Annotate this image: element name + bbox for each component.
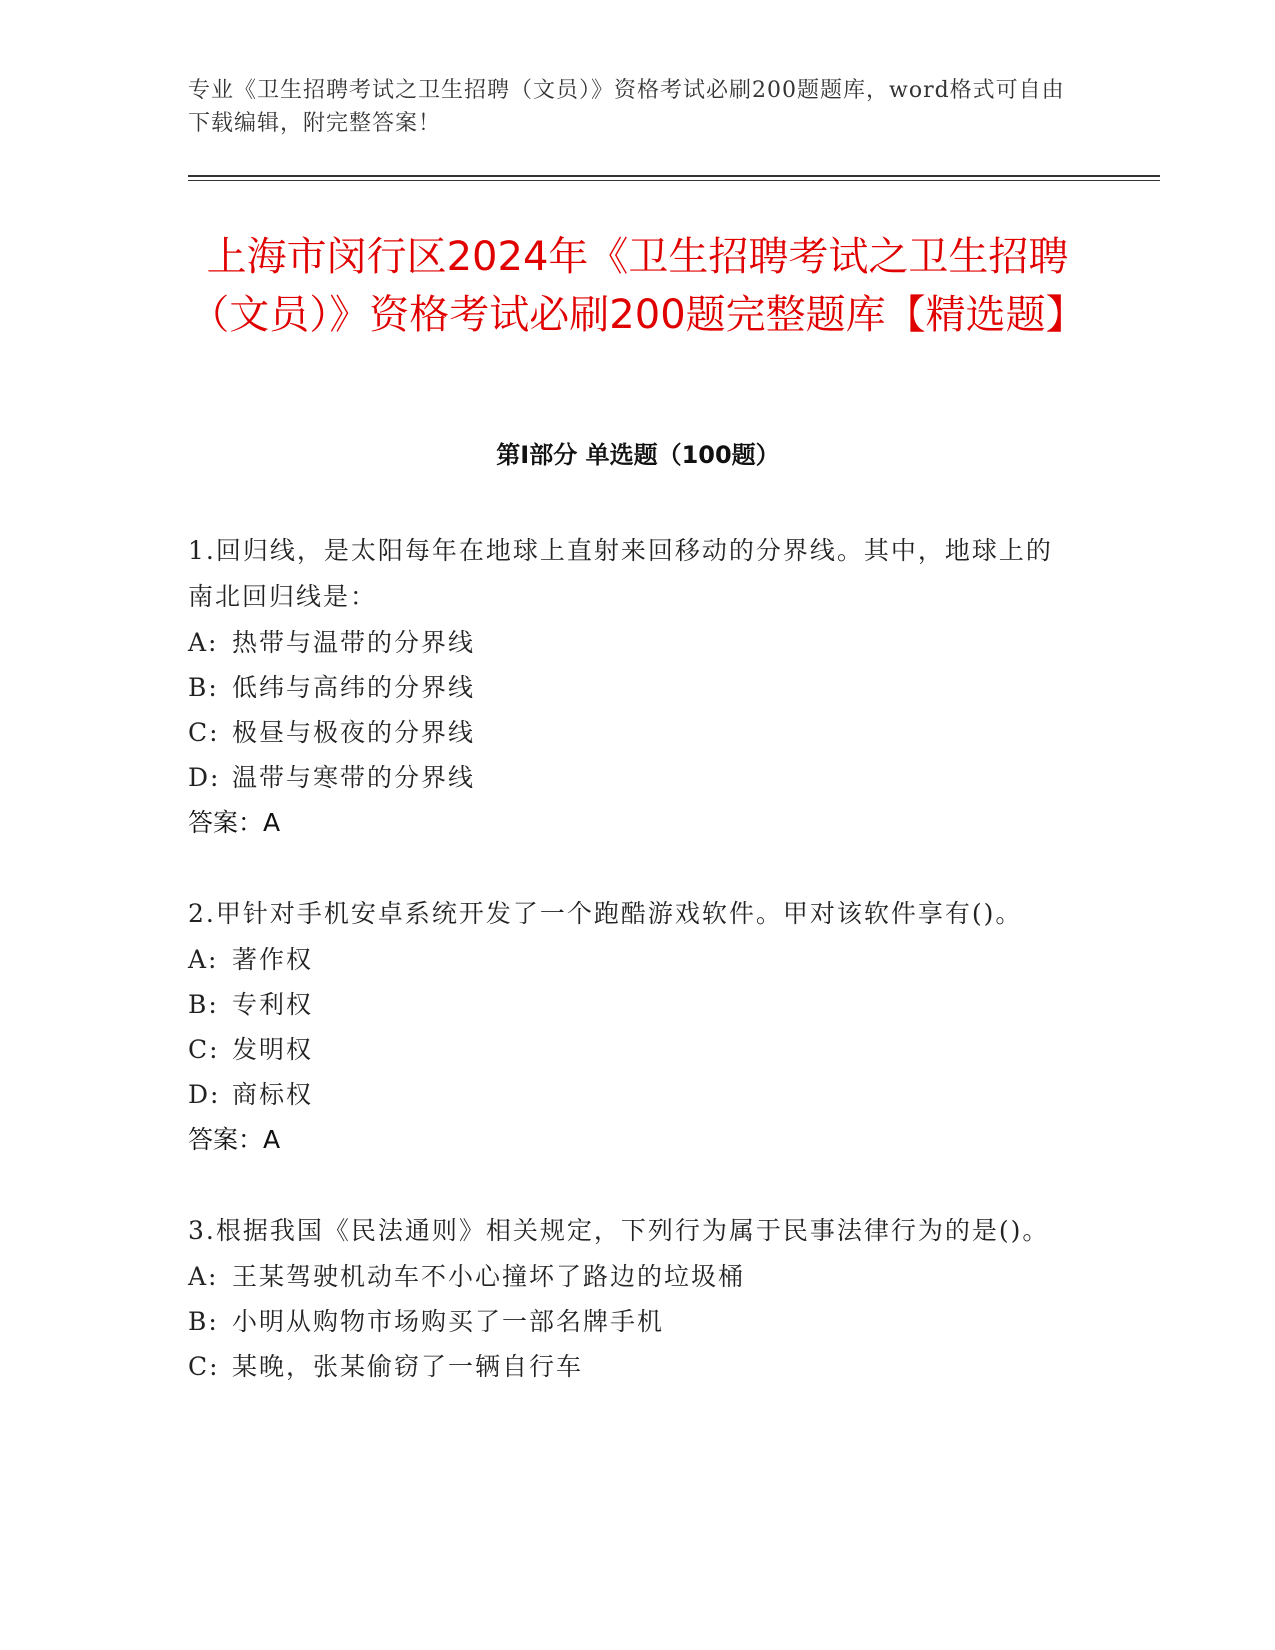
option-text: 某晚，张某偷窃了一辆自行车: [232, 1352, 584, 1381]
option-text: 低纬与高纬的分界线: [232, 673, 476, 702]
option-b: [188, 1299, 1068, 1344]
option-text: 专利权: [232, 990, 314, 1019]
option-text: 王某驾驶机动车不小心撞坏了路边的垃圾桶: [232, 1262, 746, 1291]
section-title: 第I部分 单选题（100题）: [496, 441, 780, 469]
option-key: D:: [188, 763, 221, 792]
option-b: [188, 982, 1068, 1027]
option-text: 极昼与极夜的分界线: [232, 718, 476, 747]
option-d: [188, 1072, 1068, 1117]
option-key: A:: [188, 628, 219, 657]
option-c: [188, 710, 1068, 755]
option-c: [188, 1027, 1068, 1072]
question-3: [188, 1208, 1068, 1389]
answer: 答案：A: [188, 808, 281, 837]
option-c: [188, 1344, 1068, 1389]
option-text: 发明权: [232, 1035, 314, 1064]
option-a: [188, 937, 1068, 982]
header-note: 专业《卫生招聘考试之卫生招聘（文员）》资格考试必刷200题题库，word格式可自由下载编辑，附完整答案！: [188, 78, 1065, 136]
question-2: [188, 891, 1068, 1163]
document-title: 上海市闵行区2024年《卫生招聘考试之卫生招聘（文员）》资格考试必刷200题完整题库【精选题】: [189, 234, 1086, 338]
option-key: A:: [188, 1262, 219, 1291]
question-stem: 3.根据我国《民法通则》相关规定，下列行为属于民事法律行为的是()。: [188, 1216, 1050, 1245]
header-divider-thick: [188, 175, 1160, 177]
option-key: B:: [188, 1307, 219, 1336]
option-key: C:: [188, 1352, 220, 1381]
question-stem: 2.甲针对手机安卓系统开发了一个跑酷游戏软件。甲对该软件享有()。: [188, 899, 1023, 928]
option-key: C:: [188, 718, 220, 747]
option-key: A:: [188, 945, 219, 974]
option-a: [188, 620, 1068, 665]
option-key: D:: [188, 1080, 221, 1109]
question-list: [188, 528, 1068, 1434]
question-1: [188, 528, 1068, 846]
option-text: 著作权: [232, 945, 314, 974]
option-key: B:: [188, 673, 219, 702]
option-text: 热带与温带的分界线: [232, 628, 476, 657]
option-text: 温带与寒带的分界线: [232, 763, 476, 792]
option-d: [188, 755, 1068, 800]
header-divider-thin: [188, 180, 1160, 181]
option-text: 小明从购物市场购买了一部名牌手机: [232, 1307, 665, 1336]
option-a: [188, 1254, 1068, 1299]
option-key: B:: [188, 990, 219, 1019]
option-text: 商标权: [232, 1080, 314, 1109]
question-stem: 1.回归线，是太阳每年在地球上直射来回移动的分界线。其中，地球上的南北回归线是：: [188, 536, 1053, 611]
option-key: C:: [188, 1035, 220, 1064]
answer: 答案：A: [188, 1125, 281, 1154]
option-b: [188, 665, 1068, 710]
